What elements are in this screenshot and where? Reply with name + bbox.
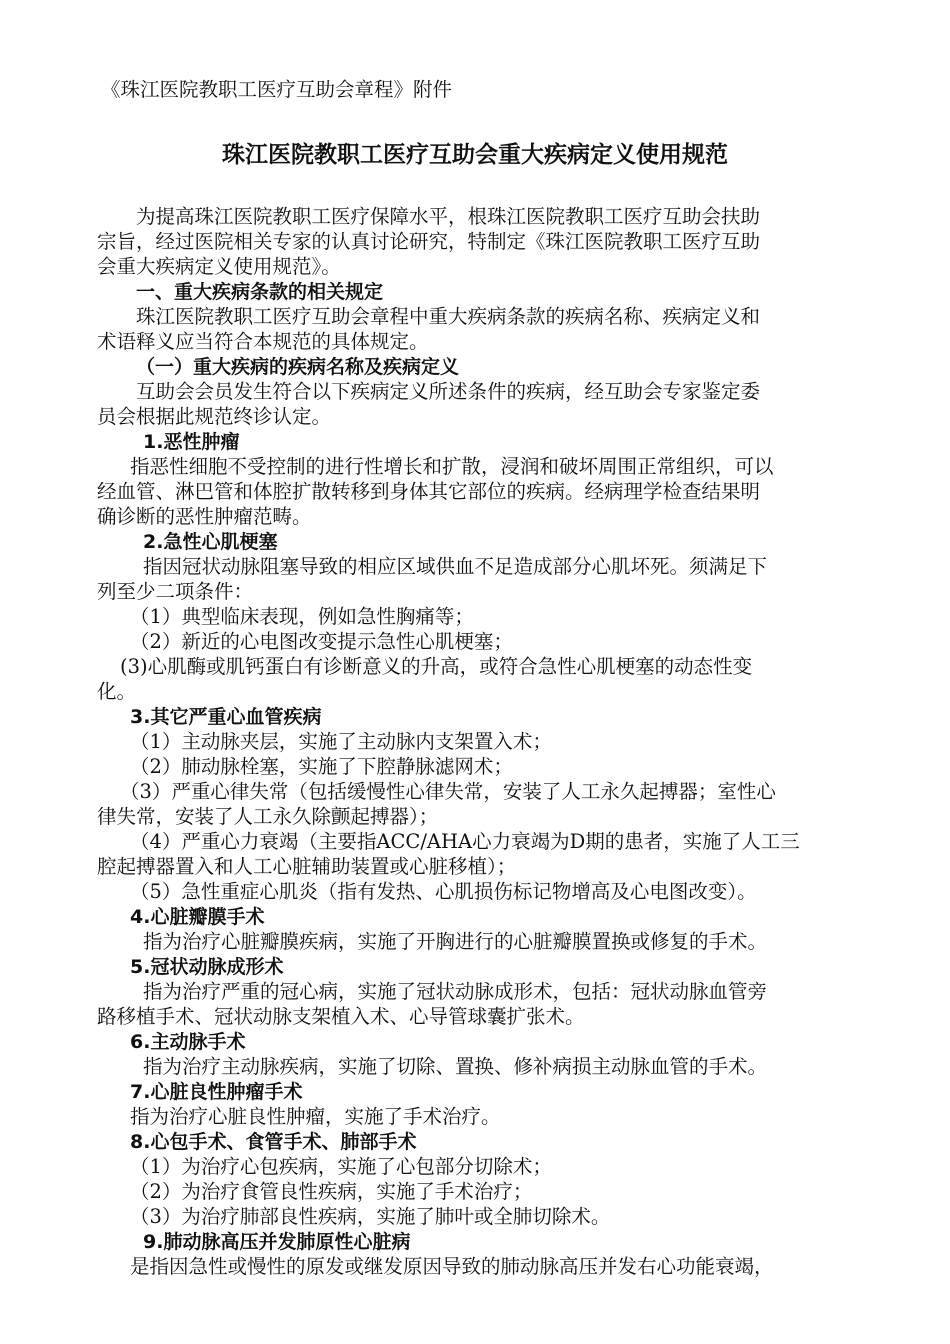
disease-heading: 6.主动脉手术 xyxy=(130,1031,246,1053)
disease-line: （1）典型临床表现，例如急性胸痛等； xyxy=(130,605,474,628)
disease-line: 律失常，安装了人工永久除颤起搏器）； xyxy=(97,805,439,828)
disease-heading: 9.肺动脉高压并发肺原性心脏病 xyxy=(143,1231,411,1253)
disease-line: 指恶性细胞不受控制的进行性增长和扩散，浸润和破坏周围正常组织，可以 xyxy=(130,455,774,478)
disease-heading: 8.心包手术、食管手术、肺部手术 xyxy=(130,1131,417,1153)
disease-line: （5）急性重症心肌炎（指有发热、心肌损伤标记物增高及心电图改变）。 xyxy=(130,880,757,903)
disease-line: （1）主动脉夹层，实施了主动脉内支架置入术； xyxy=(130,730,552,753)
disease-heading: 3.其它严重心血管疾病 xyxy=(130,706,322,728)
disease-line: 指为治疗心脏瓣膜疾病，实施了开胸进行的心脏瓣膜置换或修复的手术。 xyxy=(143,930,768,953)
intro-line: 宗旨，经过医院相关专家的认真讨论研究，特制定《珠江医院教职工医疗互助 xyxy=(97,230,761,253)
disease-line: 腔起搏器置入和人工心脏辅助装置或心脏移植）； xyxy=(97,855,517,878)
disease-line: (3)心肌酶或肌钙蛋白有诊断意义的升高，或符合急性心肌梗塞的动态性变 xyxy=(120,655,753,678)
disease-line: （2）肺动脉栓塞，实施了下腔静脉滤网术； xyxy=(130,755,513,778)
document-title: 珠江医院教职工医疗互助会重大疾病定义使用规范 xyxy=(222,142,728,168)
disease-line: 指为治疗心脏良性肿瘤，实施了手术治疗。 xyxy=(130,1105,501,1128)
disease-line: 确诊断的恶性肿瘤范畴。 xyxy=(97,505,312,528)
document-header: 《珠江医院教职工医疗互助会章程》附件 xyxy=(101,78,453,101)
subsection-body-line: 互助会会员发生符合以下疾病定义所述条件的疾病，经互助会专家鉴定委 xyxy=(136,380,761,403)
disease-heading: 5.冠状动脉成形术 xyxy=(130,956,284,978)
disease-line: 经血管、淋巴管和体腔扩散转移到身体其它部位的疾病。经病理学检查结果明 xyxy=(97,480,761,503)
subsection-body-line: 员会根据此规范终诊认定。 xyxy=(97,405,332,428)
disease-line: （2）新近的心电图改变提示急性心肌梗塞； xyxy=(130,630,513,653)
disease-heading: 7.心脏良性肿瘤手术 xyxy=(130,1081,303,1103)
disease-line: （1）为治疗心包疾病，实施了心包部分切除术； xyxy=(130,1155,552,1178)
disease-line: （2）为治疗食管良性疾病，实施了手术治疗； xyxy=(130,1180,533,1203)
disease-line: （4）严重心力衰竭（主要指ACC/AHA心力衰竭为D期的患者，实施了人工三 xyxy=(130,830,800,853)
disease-heading: 2.急性心肌梗塞 xyxy=(143,531,278,553)
section-body-line: 术语释义应当符合本规范的具体规定。 xyxy=(97,330,429,353)
disease-heading: 4.心脏瓣膜手术 xyxy=(130,906,265,928)
subsection-heading: （一）重大疾病的疾病名称及疾病定义 xyxy=(136,356,460,378)
intro-line: 为提高珠江医院教职工医疗保障水平，根珠江医院教职工医疗互助会扶助 xyxy=(136,205,761,228)
disease-line: （3）严重心律失常（包括缓慢性心律失常，安装了人工永久起搏器；室性心 xyxy=(120,780,776,803)
disease-line: 是指因急性或慢性的原发或继发原因导致的肺动脉高压并发右心功能衰竭， xyxy=(130,1255,774,1278)
disease-line: 化。 xyxy=(97,680,137,703)
intro-line: 会重大疾病定义使用规范》。 xyxy=(97,255,341,278)
disease-line: （3）为治疗肺部良性疾病，实施了肺叶或全肺切除术。 xyxy=(130,1205,611,1228)
disease-line: 指为治疗主动脉疾病，实施了切除、置换、修补病损主动脉血管的手术。 xyxy=(143,1055,768,1078)
section-heading: 一、重大疾病条款的相关规定 xyxy=(136,281,384,303)
disease-line: 列至少二项条件： xyxy=(97,580,254,603)
section-body-line: 珠江医院教职工医疗互助会章程中重大疾病条款的疾病名称、疾病定义和 xyxy=(136,305,761,328)
disease-line: 指因冠状动脉阻塞导致的相应区域供血不足造成部分心肌坏死。须满足下 xyxy=(143,555,768,578)
disease-heading: 1.恶性肿瘤 xyxy=(143,431,240,453)
disease-line: 指为治疗严重的冠心病，实施了冠状动脉成形术，包括：冠状动脉血管旁 xyxy=(143,980,768,1003)
disease-line: 路移植手术、冠状动脉支架植入术、心导管球囊扩张术。 xyxy=(97,1005,585,1028)
